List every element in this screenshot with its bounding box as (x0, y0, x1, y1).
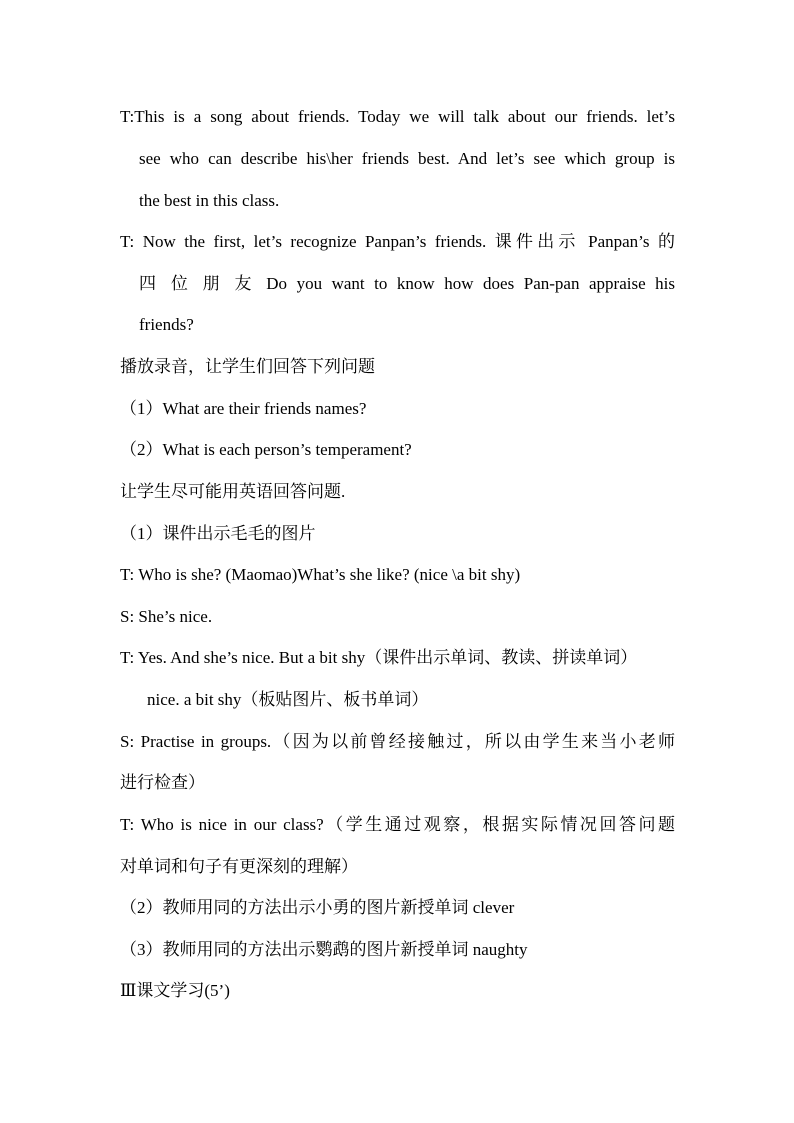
text-line-3: the best in this class. (139, 191, 280, 210)
text-line-1: T:This is a song about friends. Today we will talk about our friends. let’s (120, 107, 675, 126)
text-line-8: （1）What are their friends names? (120, 399, 367, 418)
text-line-9: （2）What is each person’s temperament? (120, 440, 412, 459)
text-line-14: T: Yes. And she’s nice. But a bit shy（课件出示单词、教读、拼读单词） (120, 648, 638, 667)
text-line-4: T: Now the first, let’s recognize Panpan’s friends. 课件出示 Panpan’s 的 (120, 232, 675, 251)
text-line-12: T: Who is she? (Maomao)What’s she like? (nice \a bit shy) (120, 565, 521, 584)
text-line-2: see who can describe his\her friends best. And let’s see which group is (139, 149, 675, 168)
text-line-6: friends? (139, 315, 194, 334)
text-line-17: 进行检查） (120, 773, 205, 792)
section-heading: Ⅲ课文学习(5’) (120, 981, 230, 1000)
text-line-18: T: Who is nice in our class?（学生通过观察，根据实际情况回答问题 (120, 815, 675, 834)
text-line-19: 对单词和句子有更深刻的理解） (120, 857, 358, 876)
text-line-20: （2）教师用同的方法出示小勇的图片新授单词 clever (120, 898, 515, 917)
text-line-16: S: Practise in groups.（因为以前曾经接触过，所以由学生来当小老师 (120, 732, 675, 751)
text-line-15: nice. a bit shy（板贴图片、板书单词） (147, 690, 429, 709)
text-line-13: S: She’s nice. (120, 607, 213, 626)
text-line-5: 四 位 朋 友 Do you want to know how does Pan-pan appraise his (139, 274, 675, 293)
text-line-21: （3）教师用同的方法出示鹦鹉的图片新授单词 naughty (120, 940, 528, 959)
text-line-10: 让学生尽可能用英语回答问题. (120, 482, 346, 501)
text-line-7: 播放录音，让学生们回答下列问题 (120, 357, 375, 376)
text-line-11: （1）课件出示毛毛的图片 (120, 524, 316, 543)
